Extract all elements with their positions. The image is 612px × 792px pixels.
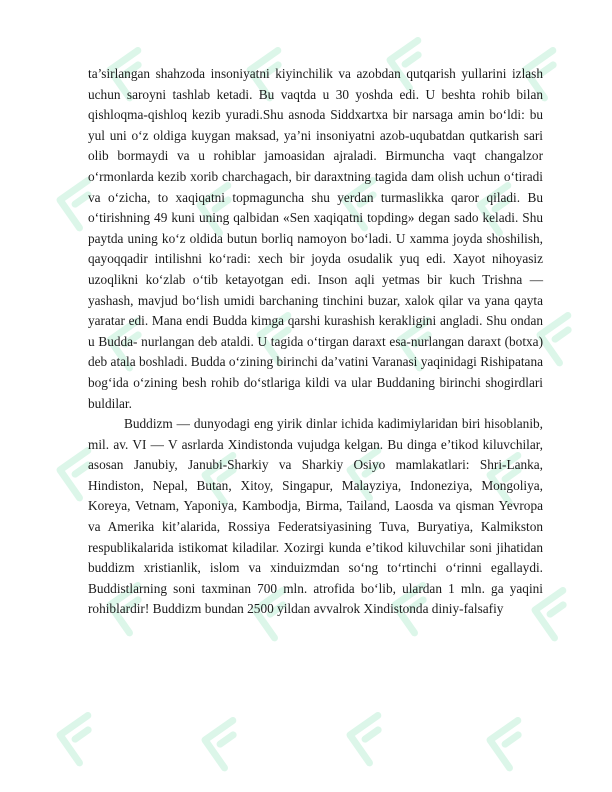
- paragraph-buddhism-overview: Buddizm — dunyodagi eng yirik dinlar ichida kadimiylaridan biri hisoblanib, mil. av. VI — V asrlarda Xindistonda vujudga kelgan. Bu dinga e’tikod kiluvchilar, asosan Janubiy, Janubi-Sharkiy va Sharkiy Osiyo mamlakatlari: Shri-Lanka, Hindiston, Nepal, Butan, Xitoy, Singapur, Malayziya, Indoneziya, Mongoliya, Koreya, Vetnam, Yaponiya, Kambodja, Birma, Tailand, Laosda va qisman Yevropa va Amerika kit’alarida, Rossiya Federatsiyasining Tuva, Buryatiya, Kalmikston respublikalarida istikomat kiladilar. Xozirgi kunda e’tikod kiluvchilar soni jihatidan buddizm xristianlik, islom va xinduizmdan so‘ng to‘rtinchi o‘rinni egallaydi. Buddistlarning soni taxminan 700 mln. atrofida bo‘lib, ulardan 1 mln. ga yaqini rohiblardir! Buddizm bundan 2500 yildan avvalrok Xindistonda diniy-falsafiy: [88, 416, 543, 617]
- watermark-mark: [490, 720, 537, 767]
- paragraph-continuation: ta’sirlangan shahzoda insoniyatni kiyinchilik va azobdan qutqarish yullarini izlash uchun saroyni tashlab ketadi. Bu vaqtda u 30 yoshda edi. U beshta rohib bilan qishloqma-qishloq kezib yuradi.Shu asnoda Siddxartxa bir narsaga amin bo‘ldi: bu yul uni o‘z oldiga kuygan maksad, ya’ni insoniyatni azob-uqubatdan qutkarish sari olib bormaydi va u rohiblar jamoasidan ajraladi. Birmuncha vaqt changalzor o‘rmonlarda kezib xorib charchagach, bir daraxtning tagida dam olish uchun o‘tiradi va o‘zicha, to xaqiqatni topmaguncha shu yerdan turmaslikka qaror qiladi. Bu o‘tirishning 49 kuni uning qalbidan «Sen xaqiqatni topding» degan sado keladi. Shu paytda uning ko‘z oldida butun borliq namoyon bo‘ladi. U xamma joyda shoshilish, qayoqqadir intilishni ko‘radi: xech bir joyda osudalik yuq edi. Xayot nihoyasiz uzoqlikni ko‘zlab o‘tib ketayotgan edi. Inson aqli yetmas bir kuch Trishna — yashash, mavjud bo‘lish umidi barchaning tinchini buzar, xalok qilar va yana qayta yaratar edi. Mana endi Budda kimga qarshi kurashish kerakligini angladi. Shu ondan u Budda- nurlangan deb ataldi. U tagida o‘tirgan daraxt esa-nurlangan daraxt (botxa) deb atala boshladi. Budda o‘zining birinchi da’vatini Varanasi yaqinidagi Rishipatana bog‘ida o‘zining besh rohib do‘stlariga kildi va ular Buddaning birinchi shogirdlari buldilar.: [88, 66, 543, 411]
- watermark-mark: [205, 720, 252, 767]
- watermark-mark: [540, 315, 587, 362]
- body-text: [88, 64, 543, 620]
- watermark-mark: [350, 715, 397, 762]
- watermark-mark: [60, 715, 107, 762]
